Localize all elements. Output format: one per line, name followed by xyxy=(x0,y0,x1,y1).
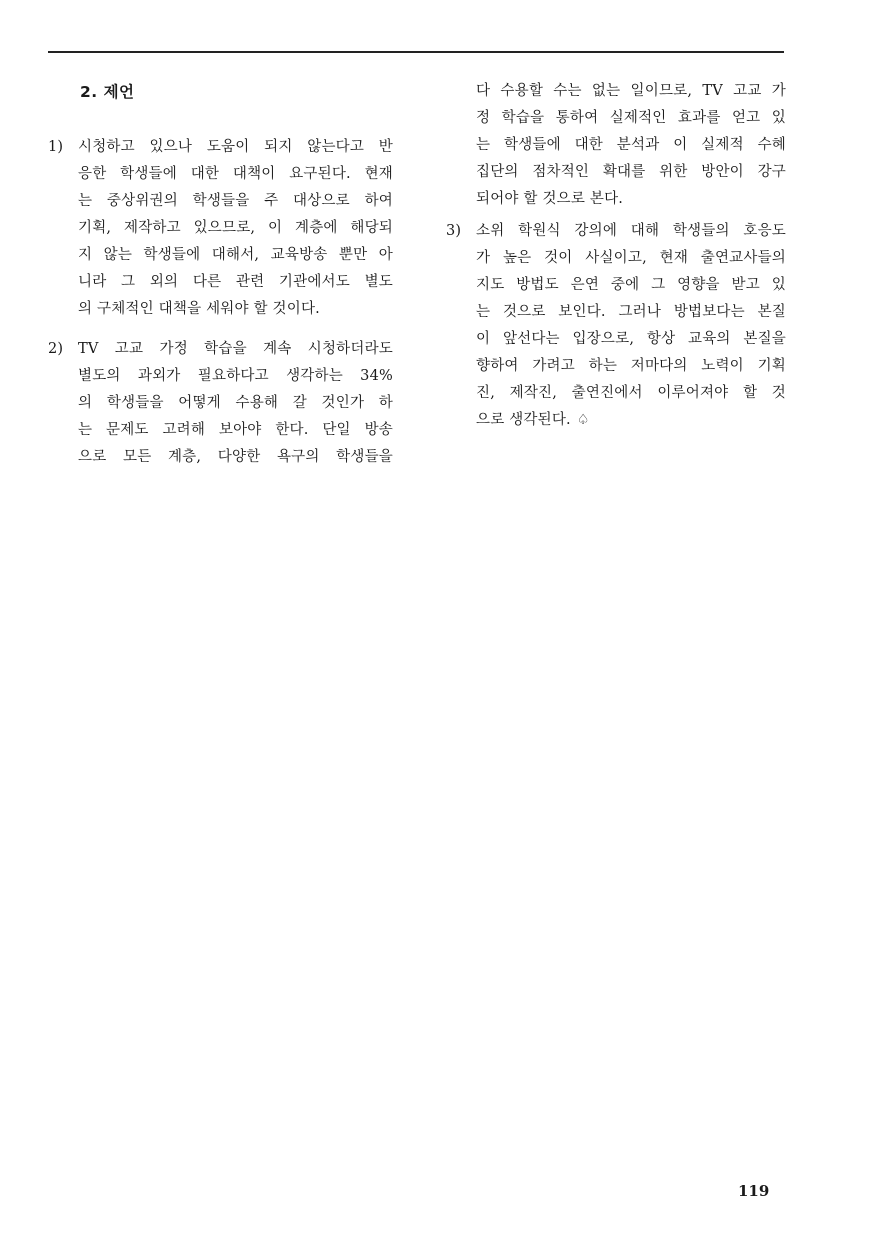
text-line: 이 앞선다는 입장으로, 항상 교육의 본질을 xyxy=(476,331,786,347)
text-line: 가 높은 것이 사실이고, 현재 출연교사들의 xyxy=(476,250,786,266)
item-text xyxy=(78,134,393,323)
text-line: 으로 모든 계층, 다양한 욕구의 학생들을 xyxy=(78,449,393,465)
text-line: 기획, 제작하고 있으므로, 이 계층에 해당되 xyxy=(78,220,393,236)
text-line: 는 문제도 고려해 보아야 한다. 단일 방송 xyxy=(78,422,393,438)
end-mark-icon: ♤ xyxy=(576,412,590,428)
text-line: 되어야 할 것으로 본다. xyxy=(476,191,624,207)
text-line-last xyxy=(476,407,786,434)
text-line: 지 않는 학생들에 대해서, 교육방송 뿐만 아 xyxy=(78,247,393,263)
item-number: 1) xyxy=(48,139,64,155)
item-number: 2) xyxy=(48,341,64,357)
text-line: 별도의 과외가 필요하다고 생각하는 34% xyxy=(78,368,393,384)
text-line: 는 중상위권의 학생들을 주 대상으로 하여 xyxy=(78,193,393,209)
text-line: 다 수용할 수는 없는 일이므로, TV 고교 가 xyxy=(476,83,786,99)
text-line: TV 고교 가정 학습을 계속 시청하더라도 xyxy=(78,341,393,357)
text-line: 응한 학생들에 대한 대책이 요구된다. 현재 xyxy=(78,166,393,182)
text-line: 소위 학원식 강의에 대해 학생들의 호응도 xyxy=(476,223,786,239)
text-line: 진, 제작진, 출연진에서 이루어져야 할 것 xyxy=(476,385,786,401)
section-heading: 2. 제언 xyxy=(80,83,135,101)
text-line: 는 것으로 보인다. 그러나 방법보다는 본질 xyxy=(476,304,786,320)
text-line: 의 학생들을 어떻게 수용해 갈 것인가 하 xyxy=(78,395,393,411)
text-line: 집단의 점차적인 확대를 위한 방안이 강구 xyxy=(476,164,786,180)
text-line: 향하여 가려고 하는 저마다의 노력이 기획 xyxy=(476,358,786,374)
text-line-content: 으로 생각된다. xyxy=(476,412,571,428)
item-text xyxy=(476,218,786,434)
item-text xyxy=(78,336,393,471)
text-line: 정 학습을 통하여 실제적인 효과를 얻고 있 xyxy=(476,110,786,126)
item-2-continuation xyxy=(476,78,786,213)
text-line: 지도 방법도 은연 중에 그 영향을 받고 있 xyxy=(476,277,786,293)
text-line: 시청하고 있으나 도움이 되지 않는다고 반 xyxy=(78,139,393,155)
page-number: 119 xyxy=(738,1182,770,1200)
item-number: 3) xyxy=(446,223,462,239)
top-rule xyxy=(48,51,784,53)
text-line: 는 학생들에 대한 분석과 이 실제적 수혜 xyxy=(476,137,786,153)
text-line: 의 구체적인 대책을 세워야 할 것이다. xyxy=(78,301,320,317)
text-line: 니라 그 외의 다른 관련 기관에서도 별도 xyxy=(78,274,393,290)
